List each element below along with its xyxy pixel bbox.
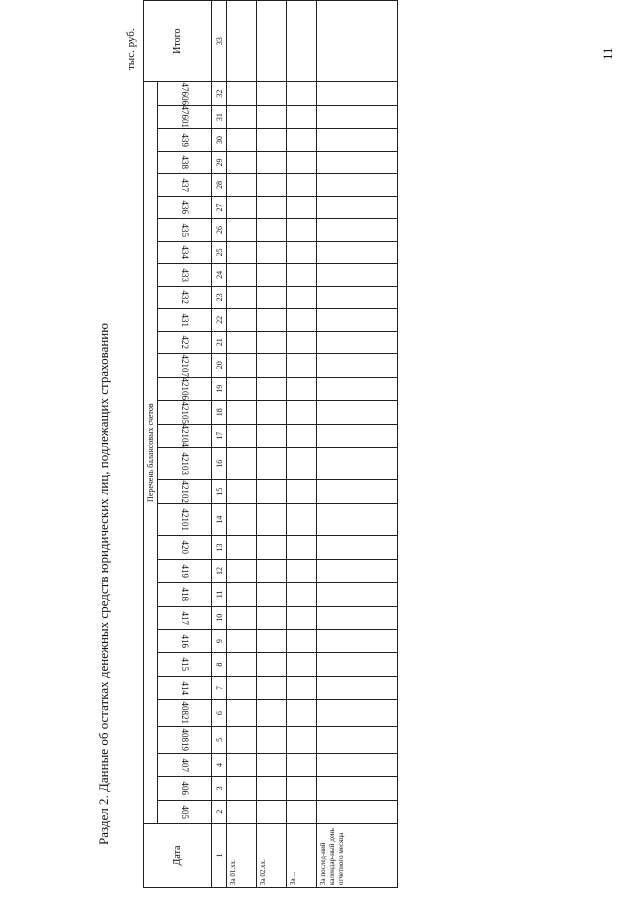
table-cell [287, 777, 317, 800]
account-number: 47606 [179, 82, 190, 105]
account-header [158, 264, 212, 286]
table-cell [287, 129, 317, 151]
table-cell [287, 448, 317, 480]
table-cell [317, 424, 398, 448]
table-cell [287, 1, 317, 82]
row-label: За 01.хх. [227, 823, 257, 887]
column-number: 30 [212, 129, 227, 151]
table-cell [227, 559, 257, 582]
table-cell [257, 753, 287, 776]
table-cell [287, 219, 317, 241]
account-number: 42103 [179, 452, 190, 475]
table-row [287, 1, 317, 888]
page-number: 11 [600, 47, 615, 60]
table-cell [317, 800, 398, 823]
account-header [158, 219, 212, 241]
account-number: 42107 [179, 354, 190, 377]
balance-table [143, 0, 398, 888]
account-number: 42105 [179, 401, 190, 424]
table-cell [227, 753, 257, 776]
account-number: 42104 [179, 424, 190, 448]
table-cell [257, 174, 287, 196]
account-header [158, 401, 212, 425]
column-number: 2 [212, 800, 227, 823]
table-cell [257, 629, 287, 652]
table-cell [257, 606, 287, 629]
column-number: 20 [212, 354, 227, 378]
table-cell [317, 448, 398, 480]
account-header [158, 800, 212, 823]
table-cell [317, 503, 398, 535]
account-number: 432 [179, 290, 190, 305]
column-number: 28 [212, 174, 227, 196]
table-cell [227, 129, 257, 151]
table-cell [257, 503, 287, 535]
table-cell [227, 105, 257, 129]
table-cell [317, 726, 398, 753]
table-cell [287, 424, 317, 448]
table-cell [287, 480, 317, 504]
table-cell [287, 174, 317, 196]
table-cell [317, 559, 398, 582]
table-cell [227, 196, 257, 218]
account-header [158, 424, 212, 448]
table-cell [317, 309, 398, 331]
table-cell [227, 401, 257, 425]
table-cell [227, 354, 257, 378]
table-cell [287, 331, 317, 353]
account-number: 42106 [179, 377, 190, 401]
account-header [158, 700, 212, 727]
column-number: 14 [212, 503, 227, 535]
table-cell [317, 377, 398, 401]
table-cell [287, 583, 317, 606]
table-cell [227, 629, 257, 652]
table-row [227, 1, 257, 888]
table-cell [257, 700, 287, 727]
table-cell [257, 129, 287, 151]
account-header [158, 377, 212, 401]
account-number: 40819 [179, 728, 190, 752]
table-cell [317, 606, 398, 629]
table-cell [257, 424, 287, 448]
column-number: 31 [212, 105, 227, 129]
table-cell [257, 676, 287, 699]
table-cell [287, 726, 317, 753]
table-cell [317, 241, 398, 263]
row-label: За послед-ний календар-ный день отчетного месяца [317, 823, 398, 887]
table-cell [257, 196, 287, 218]
table-cell [317, 700, 398, 727]
table-cell [317, 219, 398, 241]
column-number: 18 [212, 401, 227, 425]
table-cell [317, 536, 398, 559]
table-cell [287, 800, 317, 823]
column-number: 10 [212, 606, 227, 629]
account-number: 439 [179, 133, 190, 147]
table-cell [317, 331, 398, 353]
row-label: За 02.хх. [257, 823, 287, 887]
table-cell [227, 448, 257, 480]
account-header [158, 286, 212, 308]
account-number: 422 [179, 335, 190, 350]
table-cell [287, 309, 317, 331]
column-number: 24 [212, 264, 227, 286]
column-number: 32 [212, 82, 227, 106]
table-cell [287, 753, 317, 776]
table-cell [287, 264, 317, 286]
table-cell [257, 82, 287, 106]
column-number: 26 [212, 219, 227, 241]
column-number: 6 [212, 700, 227, 727]
column-number: 25 [212, 241, 227, 263]
table-cell [227, 286, 257, 308]
table-cell [317, 777, 398, 800]
account-header [158, 583, 212, 606]
table-cell [317, 286, 398, 308]
table-cell [317, 583, 398, 606]
column-number: 5 [212, 726, 227, 753]
table-cell [257, 354, 287, 378]
table-cell [257, 105, 287, 129]
table-cell [227, 583, 257, 606]
account-header [158, 174, 212, 196]
table-cell [257, 264, 287, 286]
table-cell [287, 676, 317, 699]
account-number: 436 [179, 200, 190, 215]
column-number: 19 [212, 377, 227, 401]
table-cell [317, 354, 398, 378]
table-cell [227, 82, 257, 106]
table-cell [257, 151, 287, 173]
table-cell [317, 264, 398, 286]
account-header [158, 726, 212, 753]
column-number: 7 [212, 676, 227, 699]
accounts-group-header: Перечень балансовых счетов [144, 82, 158, 824]
table-cell [227, 264, 257, 286]
account-number: 418 [179, 587, 190, 602]
account-number: 47601 [179, 105, 190, 129]
table-cell [227, 1, 257, 82]
table-cell [227, 219, 257, 241]
table-cell [257, 241, 287, 263]
table-cell [317, 753, 398, 776]
column-number: 21 [212, 331, 227, 353]
column-number: 29 [212, 151, 227, 173]
account-header [158, 196, 212, 218]
column-number: 27 [212, 196, 227, 218]
table-cell [257, 536, 287, 559]
account-header [158, 448, 212, 480]
table-cell [227, 606, 257, 629]
account-number: 405 [179, 805, 190, 819]
account-header [158, 241, 212, 263]
row-label: За ... [287, 823, 317, 887]
table-cell [287, 629, 317, 652]
table-cell [287, 503, 317, 535]
account-header [158, 629, 212, 652]
column-number: 16 [212, 448, 227, 480]
column-number: 22 [212, 309, 227, 331]
table-cell [287, 241, 317, 263]
account-number: 434 [179, 245, 190, 260]
table-cell [317, 629, 398, 652]
account-header [158, 676, 212, 699]
account-number: 437 [179, 178, 190, 192]
table-cell [317, 1, 398, 82]
table-cell [317, 105, 398, 129]
table-cell [257, 559, 287, 582]
table-cell [257, 777, 287, 800]
table-cell [257, 800, 287, 823]
account-number: 414 [179, 681, 190, 695]
account-number: 420 [179, 540, 190, 555]
account-number: 42102 [179, 480, 190, 503]
table-cell [227, 676, 257, 699]
table-cell [257, 583, 287, 606]
table-row [317, 1, 398, 888]
account-header [158, 777, 212, 800]
table-cell [227, 777, 257, 800]
table-cell [287, 401, 317, 425]
table-cell [317, 129, 398, 151]
account-header [158, 331, 212, 353]
table-cell [227, 241, 257, 263]
table-cell [287, 82, 317, 106]
account-header [158, 653, 212, 676]
account-header [158, 606, 212, 629]
column-number: 13 [212, 536, 227, 559]
table-cell [227, 700, 257, 727]
table-cell [317, 401, 398, 425]
column-number: 8 [212, 653, 227, 676]
table-cell [287, 606, 317, 629]
table-cell [227, 726, 257, 753]
column-number: 12 [212, 559, 227, 582]
table-cell [287, 151, 317, 173]
total-header: Итого [144, 1, 212, 82]
table-cell [317, 82, 398, 106]
account-number: 40821 [179, 701, 190, 725]
table-cell [317, 676, 398, 699]
column-number: 11 [212, 583, 227, 606]
account-number: 406 [179, 781, 190, 796]
account-number: 407 [179, 758, 190, 772]
table-cell [257, 219, 287, 241]
table-cell [257, 1, 287, 82]
table-cell [257, 448, 287, 480]
table-cell [287, 653, 317, 676]
account-header [158, 105, 212, 129]
table-cell [287, 354, 317, 378]
date-header: Дата [144, 823, 212, 887]
account-header [158, 354, 212, 378]
column-number: 1 [212, 823, 227, 887]
column-number: 4 [212, 753, 227, 776]
table-cell [227, 309, 257, 331]
table-cell [257, 653, 287, 676]
table-cell [317, 480, 398, 504]
account-header [158, 82, 212, 106]
table-cell [227, 151, 257, 173]
account-number: 417 [179, 611, 190, 625]
table-cell [227, 653, 257, 676]
account-header [158, 480, 212, 504]
table-cell [257, 331, 287, 353]
column-number: 23 [212, 286, 227, 308]
table-cell [287, 536, 317, 559]
table-cell [227, 174, 257, 196]
table-cell [227, 536, 257, 559]
table-cell [257, 377, 287, 401]
table-cell [227, 480, 257, 504]
account-number: 415 [179, 657, 190, 672]
table-cell [227, 377, 257, 401]
table-cell [257, 401, 287, 425]
table-cell [287, 105, 317, 129]
table-cell [317, 174, 398, 196]
account-header [158, 559, 212, 582]
table-cell [257, 286, 287, 308]
account-number: 438 [179, 155, 190, 170]
column-number: 17 [212, 424, 227, 448]
column-number: 9 [212, 629, 227, 652]
account-number: 431 [179, 313, 190, 327]
account-header [158, 129, 212, 151]
table-cell [287, 700, 317, 727]
table-cell [287, 196, 317, 218]
table-cell [257, 480, 287, 504]
column-number: 15 [212, 480, 227, 504]
account-number: 42101 [179, 508, 190, 531]
table-cell [227, 800, 257, 823]
account-header [158, 151, 212, 173]
table-cell [287, 377, 317, 401]
table-cell [257, 309, 287, 331]
table-cell [227, 331, 257, 353]
table-cell [317, 151, 398, 173]
account-header [158, 753, 212, 776]
table-cell [317, 653, 398, 676]
column-number: 33 [212, 1, 227, 82]
table-cell [257, 726, 287, 753]
table-cell [287, 286, 317, 308]
section-title: Раздел 2. Данные об остатках денежных средств юридических лиц, подлежащих страхованию [96, 323, 111, 845]
account-header [158, 503, 212, 535]
column-number: 3 [212, 777, 227, 800]
account-number: 435 [179, 223, 190, 237]
account-header [158, 536, 212, 559]
account-number: 433 [179, 268, 190, 282]
unit-label: тыс. руб. [125, 28, 137, 70]
account-header [158, 309, 212, 331]
account-number: 416 [179, 634, 190, 648]
table-cell [227, 424, 257, 448]
table-row [257, 1, 287, 888]
account-number: 419 [179, 564, 190, 578]
table-cell [287, 559, 317, 582]
table-cell [317, 196, 398, 218]
table-cell [227, 503, 257, 535]
